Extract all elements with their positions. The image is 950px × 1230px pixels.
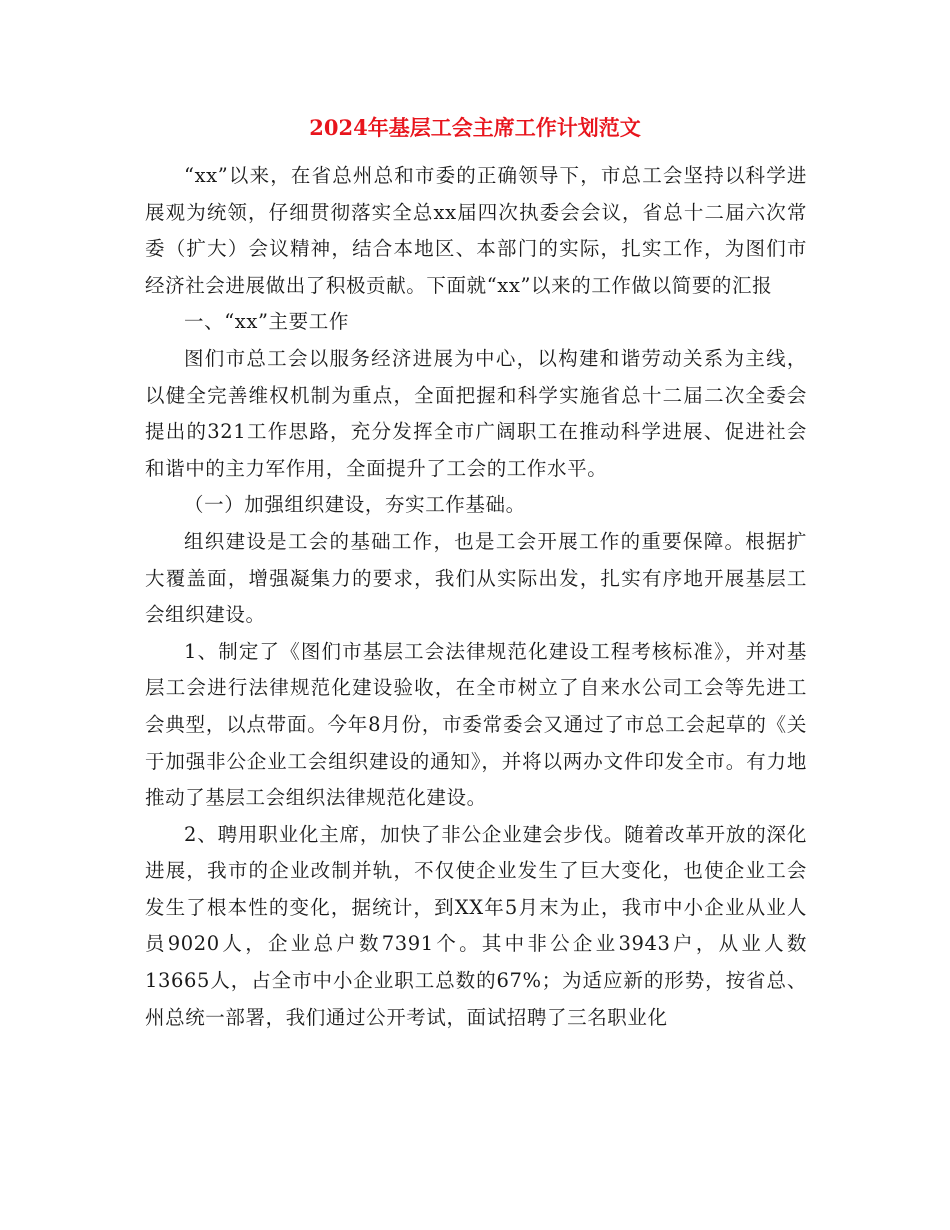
item-2-paragraph: 2、聘用职业化主席，加快了非公企业建会步伐。随着改革开放的深化进展，我市的企业改制并轨，不仅使企业发生了巨大变化，也使企业工会发生了根本性的变化，据统计，到XX年5月末为止，我市中小企业从业人员9020人，企业总户数7391个。其中非公企业3943户，从业人数13665人，占全市中小企业职工总数的67%；为适应新的形势，按省总、州总统一部署，我们通过公开考试，面试招聘了三名职业化 [145, 822, 807, 1029]
organization-paragraph: 组织建设是工会的基础工作，也是工会开展工作的重要保障。根据扩大覆盖面，增强凝集力的要求，我们从实际出发，扎实有序地开展基层工会组织建设。 [145, 529, 807, 627]
document-body [145, 158, 807, 1036]
item-1-paragraph: 1、制定了《图们市基层工会法律规范化建设工程考核标准》，并对基层工会进行法律规范化建设验收，在全市树立了自来水公司工会等先进工会典型，以点带面。今年8月份，市委常委会又通过了市总工会起草的《关于加强非公企业工会组织建设的通知》，并将以两办文件印发全市。有力地推动了基层工会组织法律规范化建设。 [145, 639, 807, 810]
subsection-heading-organization: （一）加强组织建设，夯实工作基础。 [184, 493, 526, 517]
section-heading-main-work: 一、“xx”主要工作 [184, 310, 349, 334]
document-title: 2024年基层工会主席工作计划范文 [309, 115, 641, 140]
overview-paragraph: 图们市总工会以服务经济进展为中心，以构建和谐劳动关系为主线，以健全完善维权机制为重点，全面把握和科学实施省总十二届二次全委会提出的321工作思路，充分发挥全市广阔职工在推动科学进展、促进社会和谐中的主力军作用，全面提升了工会的工作水平。 [145, 346, 807, 480]
intro-paragraph: “xx”以来，在省总州总和市委的正确领导下，市总工会坚持以科学进展观为统领，仔细贯彻落实全总xx届四次执委会会议，省总十二届六次常委（扩大）会议精神，结合本地区、本部门的实际，扎实工作，为图们市经济社会进展做出了积极贡献。下面就“xx”以来的工作做以简要的汇报 [145, 164, 807, 297]
